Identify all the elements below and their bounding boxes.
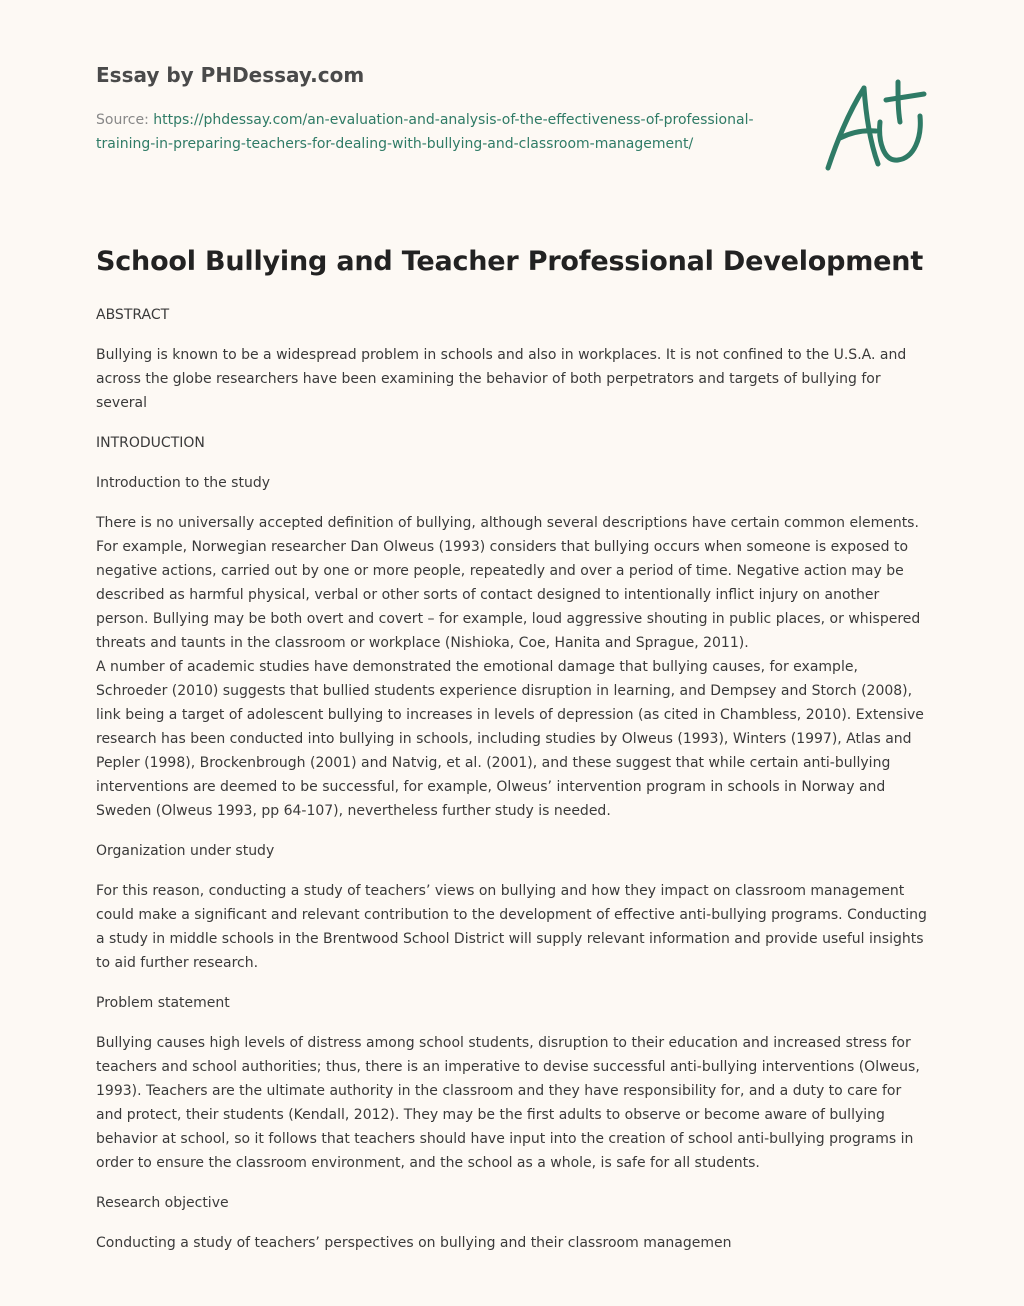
- paragraph-definition: There is no universally accepted definition of bullying, although several descriptions have certain common elements. For example, Norwegian researcher Dan Olweus (1993) considers that bullying occurs when someone is exposed to negative actions, carried out by one or more people, repeatedly and over a period of time. Negative action may be described as harmful physical, verbal or other sorts of contact designed to intentionally inflict injury on another person. Bullying may be both overt and covert – for example, loud aggressive shouting in public places, or whispered threats and taunts in the classroom or workplace (Nishioka, Coe, Hanita and Sprague, 2011).: [96, 515, 921, 651]
- document-title: School Bullying and Teacher Professional Development: [96, 246, 924, 277]
- subheading-introduction-to-study: Introduction to the study: [96, 475, 270, 491]
- paragraph-academic-studies: A number of academic studies have demonstrated the emotional damage that bullying causes, for example, Schroeder (2010) suggests that bullied students experience disruption in learning, and Dempsey and Storch (2008), link being a target of adolescent bullying to increases in levels of depression (as cited in Chambless, 2010). Extensive research has been conducted into bullying in schools, including studies by Olweus (1993), Winters (1997), Atlas and Pepler (1998), Brockenbrough (2001) and Natvig, et al. (2001), and these suggest that while certain anti-bullying interventions are deemed to be successful, for example, Olweus’ intervention program in schools in Norway and Sweden (Olweus 1993, pp 64-107), nevertheless further study is needed.: [96, 659, 924, 819]
- section-heading-abstract: ABSTRACT: [96, 307, 170, 323]
- source-label: Source:: [96, 112, 149, 128]
- paragraph-abstract: Bullying is known to be a widespread problem in schools and also in workplaces. It is not confined to the U.S.A. and across the globe researchers have been examining the behavior of both perpetrators and targets of bullying for several: [96, 347, 907, 411]
- subheading-organization: Organization under study: [96, 843, 275, 859]
- source-link[interactable]: https://phdessay.com/an-evaluation-and-analysis-of-the-effectiveness-of-professional-training-in-preparing-teachers-for-dealing-with-bullying-and-classroom-management/: [96, 112, 754, 152]
- section-heading-introduction: INTRODUCTION: [96, 435, 205, 451]
- source-line: [96, 108, 756, 156]
- paragraph-problem-statement: Bullying causes high levels of distress among school students, disruption to their education and increased stress for teachers and school authorities; thus, there is an imperative to devise successful anti-bullying interventions (Olweus, 1993). Teachers are the ultimate authority in the classroom and they have responsibility for, and a duty to care for and protect, their students (Kendall, 2012). They may be the first adults to observe or become aware of bullying behavior at school, so it follows that teachers should have input into the creation of school anti-bullying programs in order to ensure the classroom environment, and the school as a whole, is safe for all students.: [96, 1035, 920, 1171]
- site-title: Essay by PHDessay.com: [96, 63, 365, 87]
- a-plus-logo-icon: [818, 76, 930, 176]
- paragraph-organization: For this reason, conducting a study of teachers’ views on bullying and how they impact on classroom management could make a significant and relevant contribution to the development of effective anti-bullying programs. Conducting a study in middle schools in the Brentwood School District will supply relevant information and provide useful insights to aid further research.: [96, 883, 927, 971]
- paragraph-research-objective: Conducting a study of teachers’ perspectives on bullying and their classroom managemen: [96, 1235, 732, 1251]
- subheading-problem-statement: Problem statement: [96, 995, 230, 1011]
- document-body: [96, 303, 930, 1271]
- subheading-research-objective: Research objective: [96, 1195, 229, 1211]
